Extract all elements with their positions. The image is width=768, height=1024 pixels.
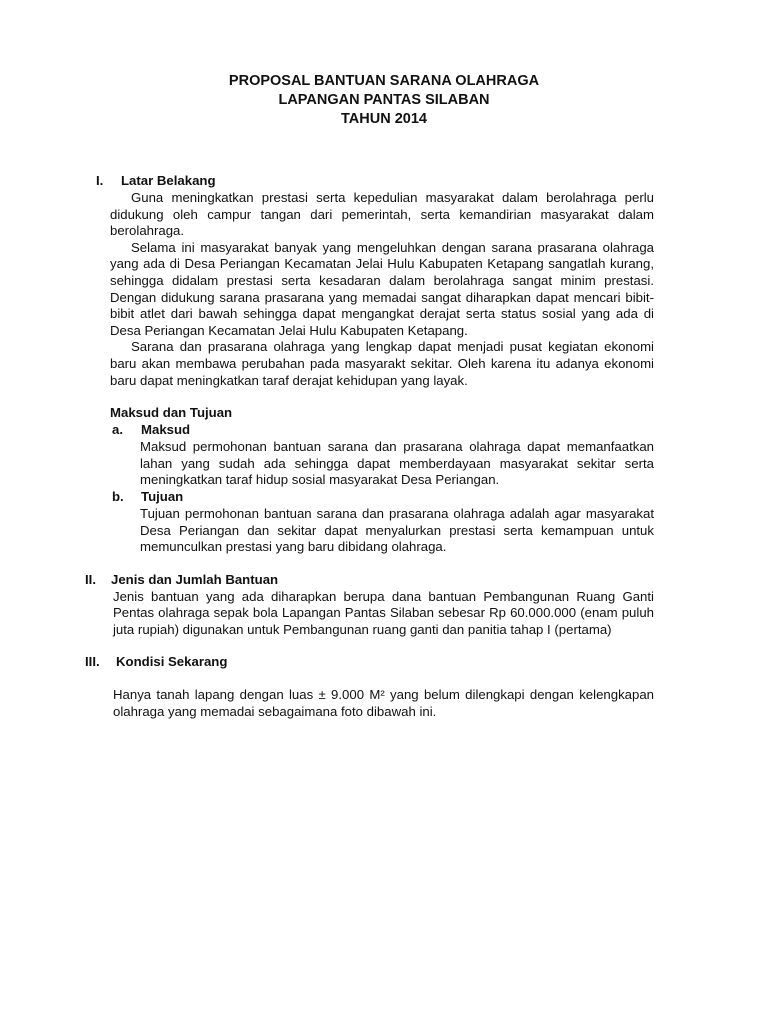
title-line-1: PROPOSAL BANTUAN SARANA OLAHRAGA	[228, 73, 540, 89]
section-2-text: Jenis bantuan yang ada diharapkan berupa dana bantuan Pembangunan Ruang Ganti Pentas olahraga sepak bola Lapangan Pantas Silaban sebesar Rp 60.000.000 (enam puluh juta rupiah) digunakan untuk Pembangunan ruang ganti dan panitia tahap I (pertama)	[113, 588, 654, 637]
maksud-tujuan-heading	[0, 405, 768, 422]
item-b-text: Tujuan permohonan bantuan sarana dan prasarana olahraga adalah agar masyarakat Desa Periangan dan sekitar dapat menyalurkan prestasi serta kemampuan untuk memunculkan prestasi yang baru dibidang olahraga.	[140, 505, 654, 555]
section-1-paragraph-3: Sarana dan prasarana olahraga yang lengkap dapat menjadi pusat kegiatan ekonomi baru akan membawa perubahan pada masyarakt sekitar. Oleh karena itu adanya ekonomi baru dapat meningkatkan taraf derajat kehidupan yang layak.	[110, 339, 654, 388]
item-b-label: Tujuan	[141, 488, 184, 504]
section-2-heading	[0, 572, 768, 589]
section-1-number: I.	[96, 173, 104, 188]
item-a-marker: a.	[112, 422, 123, 438]
item-a-label: Maksud	[141, 422, 191, 438]
title-line-2: LAPANGAN PANTAS SILABAN	[278, 92, 490, 108]
section-1-paragraph-1: Guna meningkatkan prestasi serta kepedulian masyarakat dalam berolahraga perlu didukung oleh campur tangan dari pemerintah, serta kemandirian masyarakat dalam berolahraga.	[110, 190, 654, 239]
section-3-text: Hanya tanah lapang dengan luas ± 9.000 M² yang belum dilengkapi dengan kelengkapan olahraga yang memadai sebagaimana foto dibawah ini.	[113, 687, 654, 720]
item-b-heading	[0, 489, 768, 506]
section-1-title: Latar Belakang	[121, 173, 216, 188]
maksud-tujuan-title: Maksud dan Tujuan	[110, 405, 233, 421]
section-1-paragraph-2: Selama ini masyarakat banyak yang mengeluhkan dengan sarana prasarana olahraga yang ada di Desa Periangan Kecamatan Jelai Hulu Kabupaten Ketapang sangatlah kurang, sehingga didalam prestasi serta kesadaran dalam berolahraga sangat minim prestasi. Dengan didukung sarana prasarana yang memadai sangat diharapkan dapat mencari bibit-bibit atlet dari bawah sehingga dapat mengangkat derajat serta status sosial yang ada di Desa Periangan Kecamatan Jelai Hulu Kabupaten Ketapang.	[110, 239, 654, 338]
section-3-heading	[0, 654, 768, 671]
section-3-number: III.	[85, 654, 100, 670]
title-line-3: TAHUN 2014	[341, 111, 427, 127]
item-b-marker: b.	[112, 488, 124, 504]
section-2-number: II.	[85, 571, 96, 587]
document-body	[0, 173, 768, 721]
section-1-heading	[0, 173, 768, 190]
section-3-title: Kondisi Sekarang	[116, 654, 228, 670]
section-2-title: Jenis dan Jumlah Bantuan	[111, 571, 279, 587]
item-a-heading	[0, 422, 768, 439]
item-a-text: Maksud permohonan bantuan sarana dan prasarana olahraga dapat memanfaatkan lahan yang sudah ada sehingga dapat memberdayaan masyarakat sekitar serta meningkatkan taraf hidup sosial masyarakat Desa Periangan.	[140, 439, 654, 488]
document-title	[0, 72, 768, 129]
